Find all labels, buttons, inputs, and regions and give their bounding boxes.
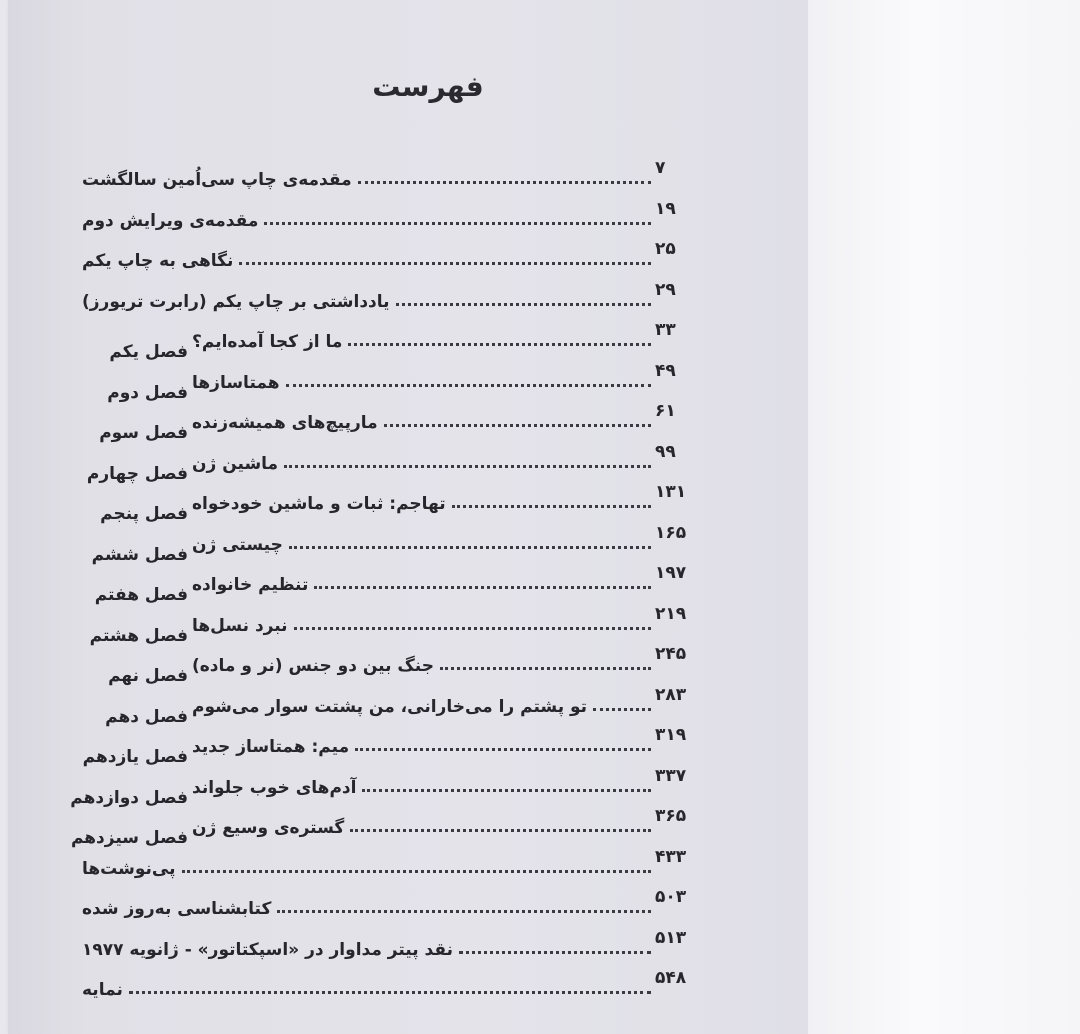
blank-sheet [808, 0, 1080, 1034]
toc-entry [78, 434, 713, 484]
toc-entry [78, 879, 713, 919]
toc-page-number: ۶۱ [655, 401, 676, 421]
toc-page-number: ۱۶۵ [655, 522, 687, 543]
toc-chapter-label: فصل یازدهم [82, 747, 188, 767]
dot-leader [129, 991, 651, 994]
toc-entry [78, 920, 713, 960]
toc-page-number: ۴۹ [655, 360, 676, 381]
toc-entry [78, 555, 713, 605]
toc-title: مقدمه‌ی ویرایش دوم [82, 210, 259, 231]
toc-entry [70, 798, 713, 848]
toc-entry [78, 677, 713, 727]
toc-chapter-label: فصل دوازدهم [70, 787, 188, 808]
dot-leader [289, 546, 651, 549]
toc-title: نمایه [82, 980, 123, 1000]
toc-title: ما از کجا آمده‌ایم؟ [192, 332, 343, 352]
toc-page-number: ۲۱۹ [655, 603, 687, 624]
toc-chapter-label: فصل سیزدهم [70, 828, 188, 848]
dot-leader [277, 910, 651, 913]
toc-page-number: ۷ [655, 158, 666, 178]
toc-page-number: ۱۳۱ [655, 482, 687, 502]
toc-chapter-label: فصل هشتم [89, 625, 188, 646]
dot-leader [284, 465, 651, 468]
toc-chapter-label: فصل پنجم [100, 504, 188, 524]
toc-entry [70, 758, 713, 808]
dot-leader [350, 829, 651, 832]
toc-page-number: ۳۳۷ [655, 765, 687, 786]
toc-chapter-label: فصل هفتم [94, 585, 188, 605]
dot-leader [593, 708, 651, 711]
toc-page-number: ۵۰۳ [655, 887, 687, 907]
toc-page-number: ۲۵ [655, 239, 676, 259]
dot-leader [358, 181, 651, 184]
toc-title: همتاسازها [192, 372, 280, 393]
toc-chapter-label: فصل دهم [105, 706, 188, 727]
toc-page-number: ۳۱۹ [655, 725, 687, 745]
toc-chapter-label: فصل ششم [91, 544, 188, 565]
toc-title: چیستی ژن [192, 534, 283, 555]
toc-entry [78, 960, 713, 1000]
toc-entry [78, 150, 713, 190]
toc-page-number: ۱۹۷ [655, 563, 687, 583]
dot-leader [239, 262, 651, 265]
toc-title: تو پشتم را می‌خارانی، من پشتت سوار می‌شوم [192, 696, 588, 717]
toc-title: نگاهی به چاپ یکم [82, 251, 234, 271]
toc-page-number: ۲۴۵ [655, 644, 687, 664]
toc-entry [78, 312, 713, 362]
toc-title: نبرد نسل‌ها [192, 615, 288, 636]
toc-title: مارپیچ‌های همیشه‌زنده [192, 413, 378, 433]
dot-leader [286, 384, 651, 387]
toc-entry [78, 191, 713, 231]
toc-title: میم: همتاساز جدید [192, 737, 350, 757]
dot-leader [264, 222, 651, 225]
dot-leader [348, 343, 651, 346]
book-page [8, 0, 808, 1034]
dot-leader [355, 748, 651, 751]
toc-page-number: ۹۹ [655, 441, 676, 462]
dot-leader [182, 870, 651, 873]
toc-chapter-label: فصل یکم [109, 342, 188, 362]
toc-entry [78, 717, 713, 767]
toc-entry [78, 515, 713, 565]
toc-entry [78, 353, 713, 403]
dot-leader [452, 505, 651, 508]
toc-entry [78, 596, 713, 646]
toc-chapter-label: فصل دوم [107, 382, 188, 403]
toc-title: گستره‌ی وسیع ژن [192, 818, 345, 838]
dot-leader [294, 627, 651, 630]
toc-title: ماشین ژن [192, 453, 279, 474]
toc-page-number: ۱۹ [655, 198, 676, 219]
dot-leader [459, 951, 651, 954]
dot-leader [314, 586, 651, 589]
toc-entry [78, 231, 713, 271]
dot-leader [384, 424, 651, 427]
toc-title: تهاجم: ثبات و ماشین خودخواه [192, 494, 446, 514]
toc-entry [78, 272, 713, 312]
toc-page-number: ۵۱۳ [655, 927, 687, 948]
toc-title: پی‌نوشت‌ها [82, 858, 176, 879]
toc-title: نقد پیتر مداوار در «اسپکتاتور» - ژانویه ۱۹۷۷ [82, 939, 453, 960]
page-title: فهرست [372, 70, 484, 103]
toc-title: یادداشتی بر چاپ یکم (رابرت تریورز) [82, 291, 390, 312]
toc-title: کتابشناسی به‌روز شده [82, 899, 272, 919]
dot-leader [362, 789, 651, 792]
toc-entry [78, 636, 713, 686]
toc-entry [78, 839, 713, 879]
toc-entry [78, 474, 713, 524]
toc-title: جنگ بین دو جنس (نر و ماده) [192, 656, 434, 676]
toc-title: تنظیم خانواده [192, 575, 309, 595]
toc-page-number: ۳۳ [655, 320, 676, 340]
toc-page-number: ۵۴۸ [655, 968, 687, 988]
toc-title: آدم‌های خوب جلواند [192, 777, 357, 798]
dot-leader [396, 303, 651, 306]
dot-leader [440, 667, 651, 670]
toc-entry [78, 393, 713, 443]
toc-page-number: ۳۶۵ [655, 806, 687, 826]
toc-chapter-label: فصل نهم [108, 666, 188, 686]
toc-chapter-label: فصل سوم [99, 423, 188, 443]
toc-page-number: ۴۳۳ [655, 846, 687, 867]
toc-title: مقدمه‌ی چاپ سی‌اُمین سالگشت [82, 170, 352, 190]
toc-chapter-label: فصل چهارم [86, 463, 188, 484]
toc-page-number: ۲۹ [655, 279, 676, 300]
toc-page-number: ۲۸۳ [655, 684, 687, 705]
